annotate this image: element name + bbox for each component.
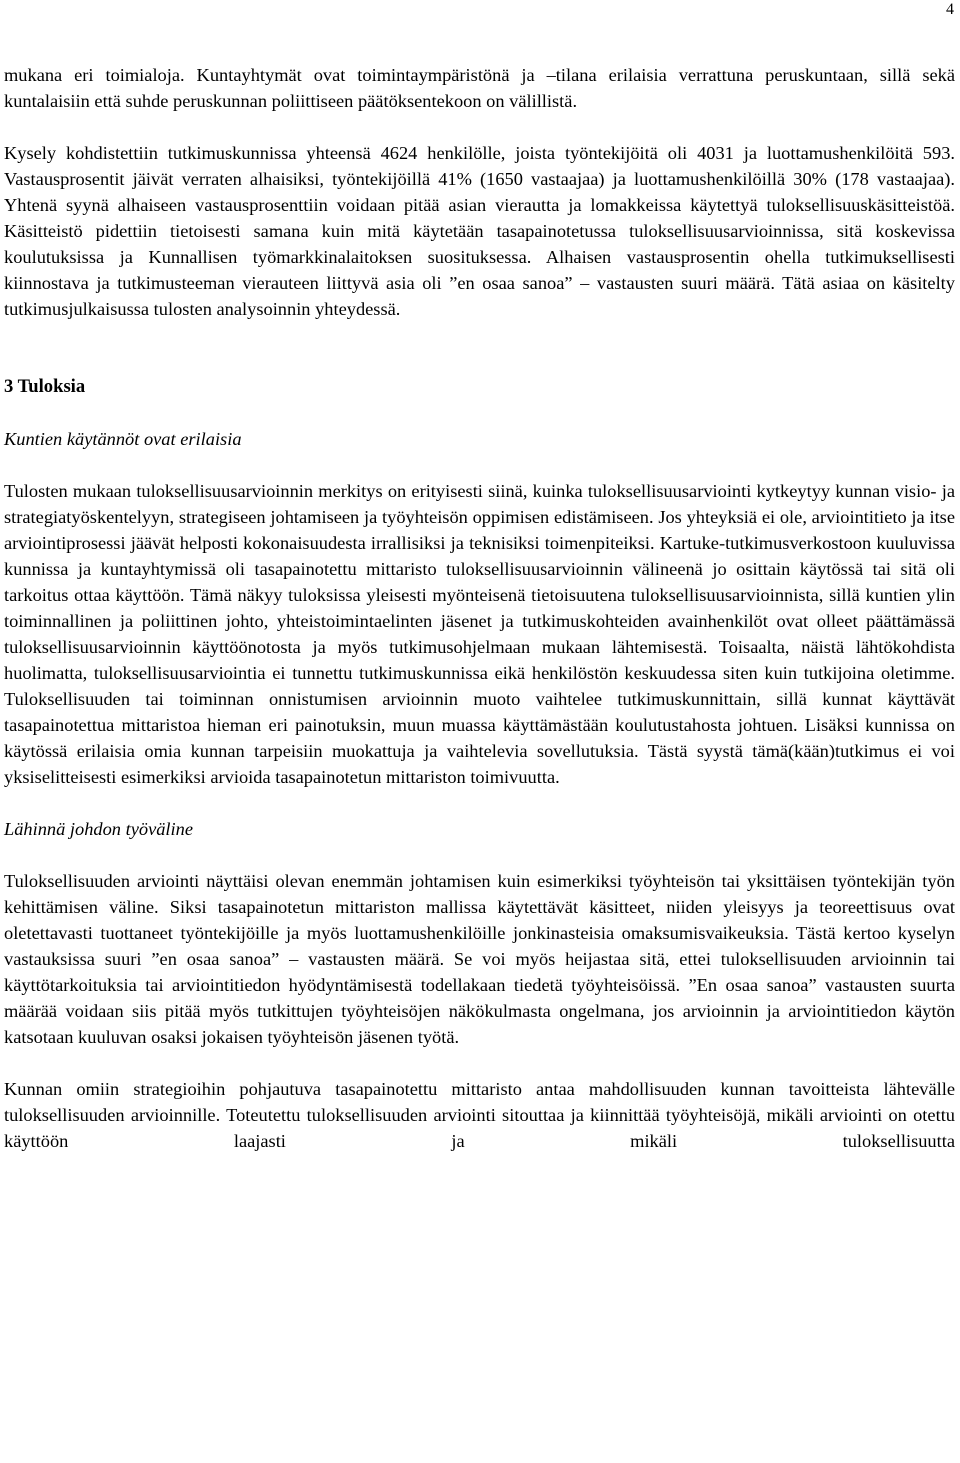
paragraph-survey: Kysely kohdistettiin tutkimuskunnissa yhteensä 4624 henkilölle, joista työntekijöitä oli 4031 ja luottamushenkilöitä 593. Vastausprosentit jäivät verraten alhaisiksi, työntekijöillä 41% (1650 vastaajaa) ja luottamushenkilöillä 30% (178 vastaajaa). Yhtenä syynä alhaiseen vastausprosenttiin voidaan pitää asian vierautta ja lomakkeissa käytettyä tuloksellisuuskäsitteistöä. Käsitteistö pidettiin tietoisesti samana kuin mitä käytetään tasapainotetussa tuloksellisuusarvioinnissa, sitä koskevissa koulutuksissa ja Kunnallisen työmarkkinalaitoksen suosituksessa. Alhaisen vastausprosentin ohella tutkimuksellisesti kiinnostava ja tutkimusteeman vierauteen liittyvä asia oli ”en osaa sanoa” – vastausten suuri määrä. Tätä asiaa on käsitelty tutkimusjulkaisussa tulosten analysoinnin yhteydessä.	[4, 143, 955, 319]
subheading-management-tool: Lähinnä johdon työväline	[4, 819, 193, 839]
paragraph-management-tool: Tuloksellisuuden arviointi näyttäisi olevan enemmän johtamisen kuin esimerkiksi työyhteisön tai yksittäisen työntekijän työn kehittämisen väline. Siksi tasapainotetun mittariston mallissa käytettävät käsitteet, niiden yleisyys ja teoreettisuus ovat oletettavasti tuottaneet työntekijöille ja myös luottamushenkilöille jonkinasteisia omaksumisvaikeuksia. Tästä kertoo kyselyn vastauksissa suuri ”en osaa sanoa” – vastausten määrä. Se voi myös heijastaa sitä, ettei tuloksellisuuden arvioinnin tai käyttötarkoituksia tai arviointitiedon hyödyntämisestä todellakaan tiedetä työyhteisöissä. ”En osaa sanoa” vastausten suurta määrää voidaan siis pitää myös tutkittujen työyhteisöjen näkökulmasta ongelmana, jos arvioinnin ja arviointitiedon käytön katsotaan kuuluvan osaksi jokaisen työyhteisön jäsenen työtä.	[4, 871, 955, 1047]
section-heading: 3 Tuloksia	[4, 376, 86, 397]
subheading-practices: Kuntien käytännöt ovat erilaisia	[4, 429, 242, 449]
paragraph-intro: mukana eri toimialoja. Kuntayhtymät ovat toimintaympäristönä ja –tilana erilaisia verrattuna peruskuntaan, sillä sekä kuntalaisiin että suhde peruskunnan poliittiseen päätöksentekoon on välillistä.	[4, 65, 955, 111]
paragraph-strategies: Kunnan omiin strategioihin pohjautuva tasapainotettu mittaristo antaa mahdollisuuden kunnan tavoitteista lähtevälle tuloksellisuuden arvioinnille. Toteutettu tuloksellisuuden arviointi sitouttaa ja kiinnittää työyhteisöjä, mikäli arviointi on otettu käyttöön laajasti ja mikäli tuloksellisuutta	[4, 1079, 955, 1151]
paragraph-practices: Tulosten mukaan tuloksellisuusarvioinnin merkitys on erityisesti siinä, kuinka tuloksellisuusarviointi kytkeytyy kunnan visio- ja strategiatyöskentelyyn, strategiseen johtamiseen ja työyhteisön oppimisen edistämiseen. Jos yhteyksiä ei ole, arviointitieto ja itse arviointiprosessi jäävät helposti kokonaisuudesta irrallisiksi ja teknisiksi toimenpiteiksi. Kartuke-tutkimusverkostoon kuuluvissa kunnissa ja kuntayhtymissä oli tasapainotettu mittaristo tuloksellisuusarvioinnin välineenä jo osittain käytössä tai sitä oli tarkoitus ottaa käyttöön. Tämä näkyy tuloksissa yleisesti myönteisenä tietoisuutena tuloksellisuusarvioinnista, sillä kuntien ylin toiminnallinen ja poliittinen johto, yhteistoimintaelinten jäsenet ja tutkimuskohteiden avainhenkilöt ovat olleet päättämässä tuloksellisuusarvioinnin käyttöönotosta ja myös tutkimusohjelmaan mukaan lähtemisestä. Toisaalta, näistä lähtökohdista huolimatta, tuloksellisuusarviointia ei tunnettu tutkimuskunnissa eikä henkilöstön keskuudessa siten kuin tutkijoina oletimme. Tuloksellisuuden tai toiminnan onnistumisen arvioinnin muoto vaihtelee tutkimuskunnittain, sillä kunnat käyttävät tasapainotettua mittaristoa hieman eri painotuksin, muun muassa käyttämästään koulutustahosta johtuen. Lisäksi kunnissa on käytössä erilaisia omia kunnan tarpeisiin muokattuja ja vaihtelevia sovellutuksia. Tästä syystä tämä(kään)tutkimus ei voi yksiselitteisesti esimerkiksi arvioida tasapainotetun mittariston toimivuutta.	[4, 481, 955, 787]
page-number: 4	[946, 1, 954, 18]
document-body	[4, 62, 955, 1154]
